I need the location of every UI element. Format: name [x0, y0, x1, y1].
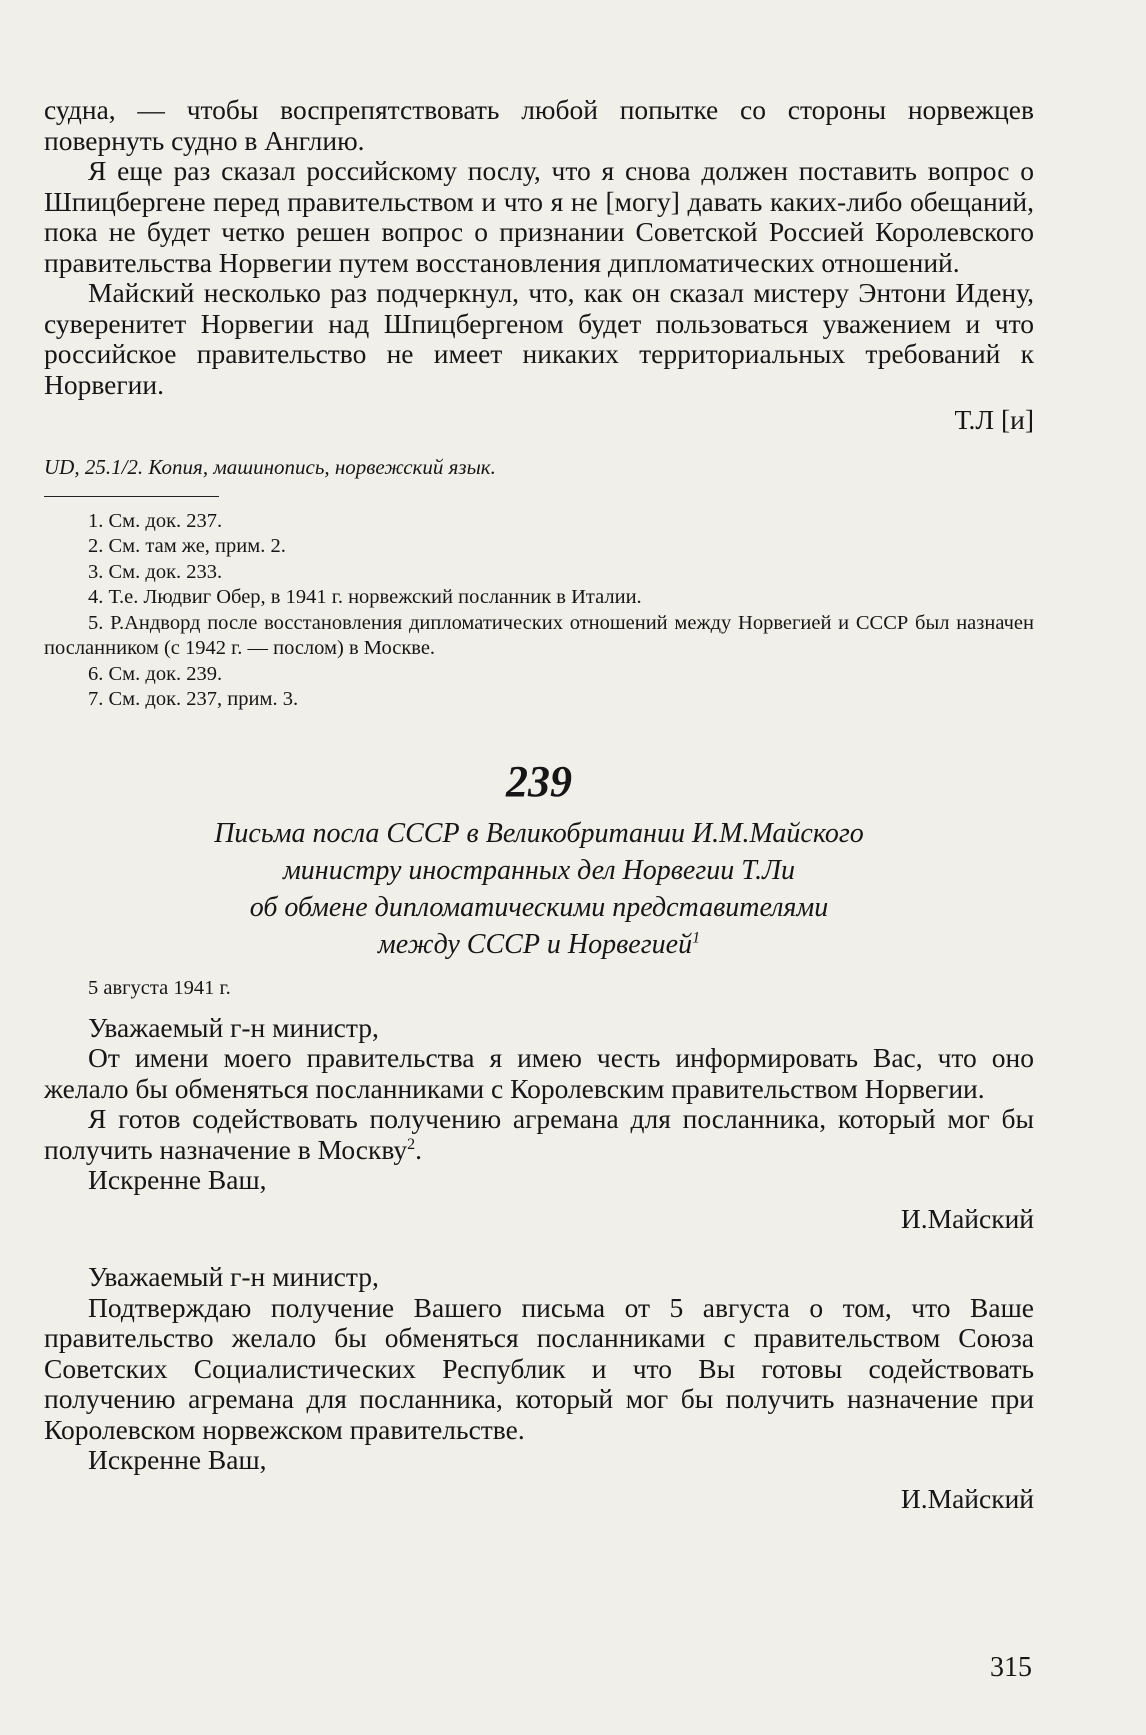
- letter2-salutation: Уважаемый г-н министр,: [88, 1261, 379, 1292]
- letter1-paragraph-2: [44, 1104, 1034, 1165]
- letter2-closing: Искренне Ваш,: [88, 1444, 267, 1475]
- signature-lie: Т.Л [и]: [954, 404, 1034, 435]
- letter2-signature: И.Майский: [900, 1482, 1034, 1514]
- document-number: 239: [506, 756, 572, 806]
- document-title-line-last: [44, 926, 1034, 963]
- letter1-closing: Искренне Ваш,: [88, 1164, 267, 1195]
- footnotes-list: [44, 509, 1034, 713]
- document-title-line: об обмене дипломатическими представителями: [249, 891, 829, 923]
- letter1-paragraph-2-end: .: [415, 1133, 423, 1165]
- document-title-line: министру иностранных дел Норвегии Т.Ли: [282, 854, 796, 886]
- footnote-item: 5. Р.Андворд после восстановления дипломатических отношений между Норвегией и СССР был назначен посланником (с 1942 г. — послом) в Москве.: [44, 611, 1034, 659]
- paragraph-spitsbergen-question: Я еще раз сказал российскому послу, что я снова должен поставить вопрос о Шпицбергене перед правительством и что я не [могу] давать каких-либо обещаний, пока не будет четко решен вопрос о признании Советской Россией Королевского правительства Норвегии путем восстановления дипломатических отношений.: [44, 155, 1034, 278]
- letter1-signature: И.Майский: [900, 1202, 1034, 1234]
- paragraph-continuation: судна, — чтобы воспрепятствовать любой попытке со стороны норвежцев повернуть судно в Англию.: [44, 94, 1034, 156]
- document-date: 5 августа 1941 г.: [88, 976, 231, 999]
- letter1-paragraph-1: От имени моего правительства я имею честь информировать Вас, что оно желало бы обменяться посланниками с Королевским правительством Норвегии.: [44, 1042, 1034, 1104]
- archive-source-line: UD, 25.1/2. Копия, машинопись, норвежский язык.: [44, 454, 496, 479]
- document-title-line: Письма посла СССР в Великобритании И.М.Майского: [214, 817, 864, 849]
- document-title: [44, 815, 1034, 963]
- footnote-item: 6. См. док. 239.: [88, 662, 223, 685]
- footnote-item: 7. См. док. 237, прим. 3.: [88, 688, 299, 710]
- letter2-paragraph-1: Подтверждаю получение Вашего письма от 5 августа о том, что Ваше правительство желало бы обменяться посланниками с правительством Союза Советских Социалистических Республик и что Вы готовы содействовать получению агремана для посланника, который мог бы получить назначение при Королевском норвежском правительстве.: [44, 1291, 1034, 1445]
- document-title-line-text: между СССР и Норвегией: [377, 928, 693, 960]
- letter1-salutation: Уважаемый г-н министр,: [88, 1011, 379, 1043]
- footnote-item: 1. См. док. 237.: [88, 509, 223, 532]
- footnote-ref: 1: [692, 929, 701, 947]
- footnote-item: 4. Т.е. Людвиг Обер, в 1941 г. норвежский посланник в Италии.: [88, 586, 642, 608]
- page-content: [44, 95, 1034, 1514]
- paragraph-maisky-sovereignty: Майский несколько раз подчеркнул, что, как он сказал мистеру Энтони Идену, суверенитет Норвегии над Шпицбергеном будет пользоваться уважением и что российское правительство не имеет никаких территориальных требований к Норвегии.: [44, 277, 1034, 400]
- letter1-paragraph-2-text: Я готов содействовать получению агремана для посланника, который мог бы получить назначение в Москву: [44, 1103, 1034, 1165]
- footnote-item: 3. См. док. 233.: [88, 560, 223, 583]
- footnote-item: 2. См. там же, прим. 2.: [88, 535, 286, 557]
- page-number: 315: [990, 1652, 1032, 1683]
- footnote-ref: 2: [407, 1135, 416, 1153]
- footnote-divider: [44, 496, 219, 497]
